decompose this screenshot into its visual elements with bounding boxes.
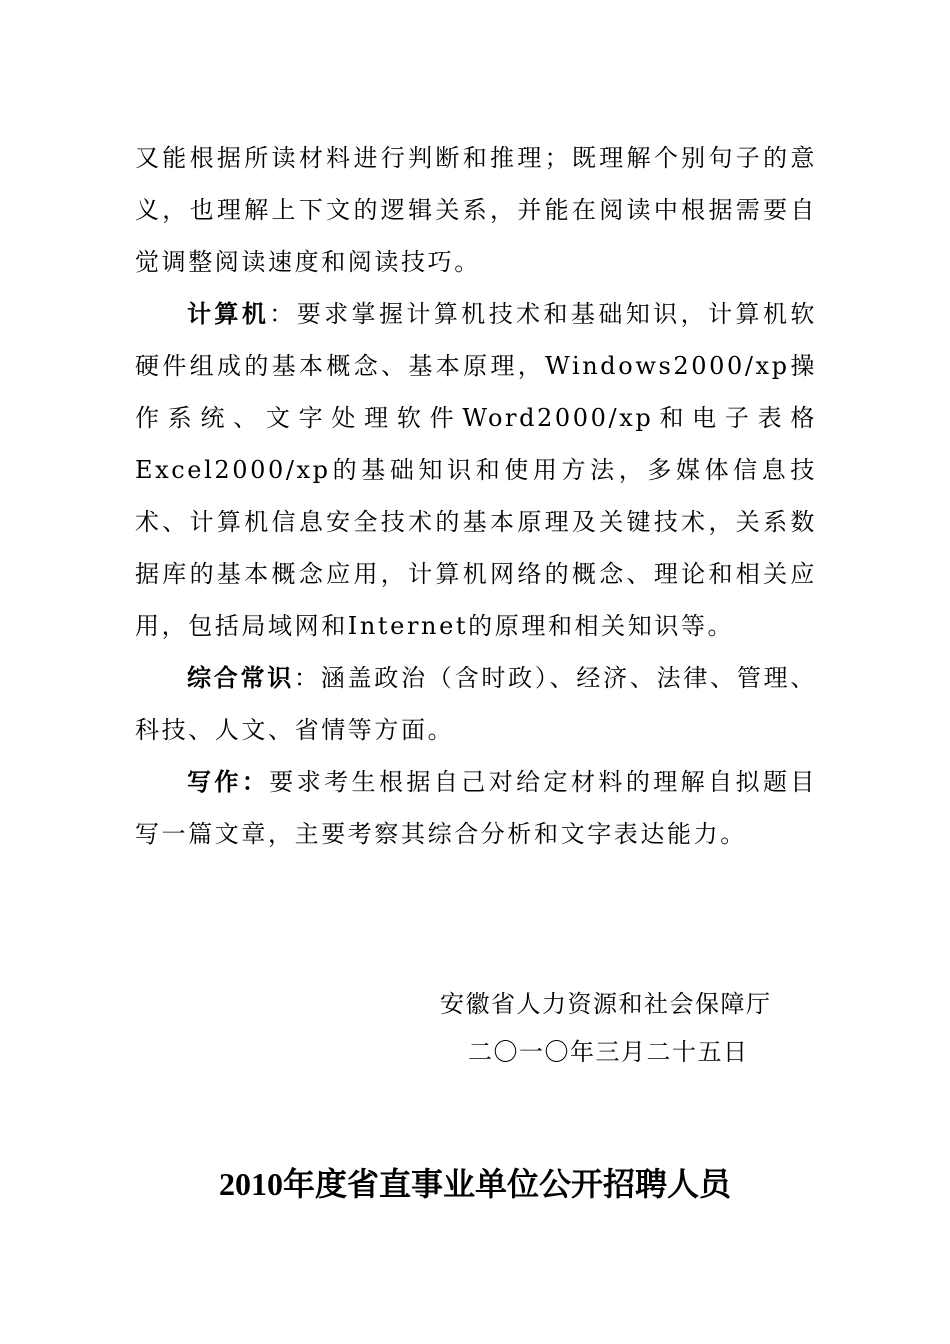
paragraph-writing xyxy=(135,756,817,860)
paragraph-reading-continued xyxy=(135,132,817,288)
section-term-general-knowledge: 综合常识 xyxy=(187,663,295,692)
paragraph-text: 又能根据所读材料进行判断和推理；既理解个别句子的意义，也理解上下文的逻辑关系，并能在阅读中根据需要自觉调整阅读速度和阅读技巧。 xyxy=(135,144,817,276)
section-term-writing: 写作： xyxy=(187,767,270,796)
paragraph-computer xyxy=(135,288,817,652)
paragraph-text: ：涵盖政治（含时政）、经济、法律、管理、科技、人文、省情等方面。 xyxy=(135,664,817,744)
document-body xyxy=(135,132,817,860)
paragraph-text: ：要求掌握计算机技术和基础知识，计算机软硬件组成的基本概念、基本原理，Windows2000/xp操作系统、文字处理软件Word2000/xp和电子表格Excel2000/xp的基础知识和使用方法，多媒体信息技术、计算机信息安全技术的基本原理及关键技术，关系数据库的基本概念应用，计算机网络的概念、理论和相关应用，包括局域网和Internet的原理和相关知识等。 xyxy=(135,300,817,640)
signature-block xyxy=(440,980,800,1076)
issue-date: 二〇一〇年三月二十五日 xyxy=(468,1038,749,1066)
issuing-organization: 安徽省人力资源和社会保障厅 xyxy=(440,990,772,1018)
next-document-title: 2010年度省直事业单位公开招聘人员 xyxy=(218,1166,731,1202)
section-term-computer: 计算机 xyxy=(187,299,270,328)
paragraph-text: 要求考生根据自己对给定材料的理解自拟题目写一篇文章，主要考察其综合分析和文字表达能力。 xyxy=(135,768,817,848)
paragraph-general-knowledge xyxy=(135,652,817,756)
